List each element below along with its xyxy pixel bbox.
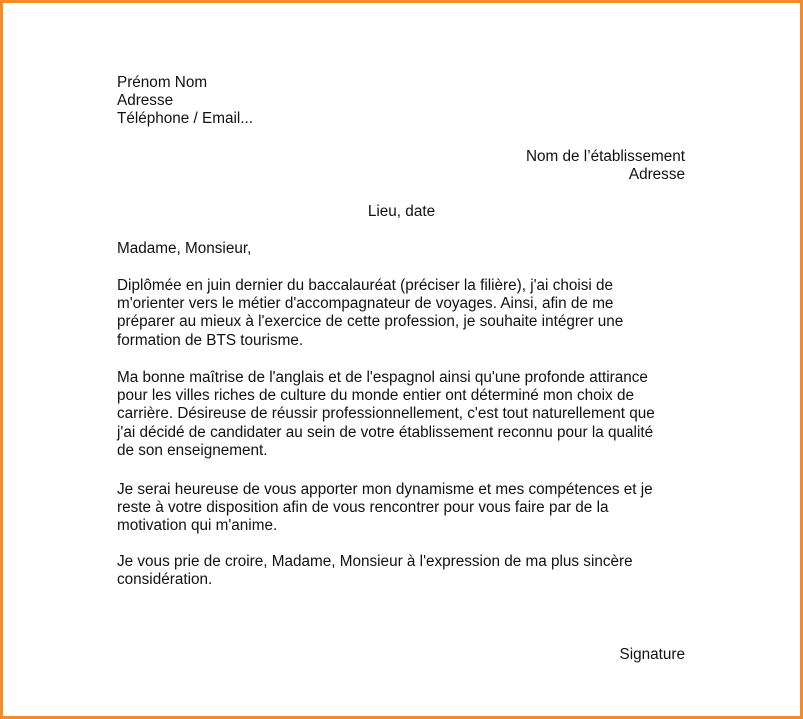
paragraph-4 [117,553,687,589]
sender-name: Prénom Nom [117,74,208,91]
signature: Signature [619,646,685,663]
paragraph-line: pour les villes riches de culture du monde entier ont déterminé mon choix de [117,387,634,405]
sender-block [117,74,417,129]
paragraph-line: de son enseignement. [117,441,268,459]
paragraph-line: formation de BTS tourisme. [117,331,304,349]
paragraph-line: Je serai heureuse de vous apporter mon dynamisme et mes compétences et je [117,481,653,498]
paragraph-1 [117,277,687,350]
paragraph-line: considération. [117,571,213,589]
recipient-address: Adresse [628,166,685,184]
salutation: Madame, Monsieur, [117,240,252,257]
sender-address: Adresse [117,92,174,110]
recipient-institution: Nom de l’établissement [526,148,685,165]
paragraph-line: carrière. Désireuse de réussir professionnellement, c'est tout naturellement que [117,405,655,423]
paragraph-line: Ma bonne maîtrise de l'anglais et de l'espagnol ainsi qu'une profonde attirance [117,369,648,386]
place-date: Lieu, date [367,203,436,220]
sender-contact: Téléphone / Email... [117,110,254,128]
paragraph-3 [117,481,687,536]
recipient-block [365,148,685,184]
paragraph-line: motivation qui m'anime. [117,517,278,535]
paragraph-line: reste à votre disposition afin de vous rencontrer pour vous faire par de la [117,499,609,517]
paragraph-line: j'ai décidé de candidater au sein de votre établissement reconnu pour la qualité [117,423,654,441]
paragraph-line: Je vous prie de croire, Madame, Monsieur à l'expression de ma plus sincère [117,553,633,570]
paragraph-line: Diplômée en juin dernier du baccalauréat (préciser la filière), j'ai choisi de [117,277,614,294]
paragraph-line: m'orienter vers le métier d'accompagnateur de voyages. Ainsi, afin de me [117,295,614,313]
paragraph-2 [117,369,687,460]
paragraph-line: préparer au mieux à l'exercice de cette profession, je souhaite intégrer une [117,313,624,331]
